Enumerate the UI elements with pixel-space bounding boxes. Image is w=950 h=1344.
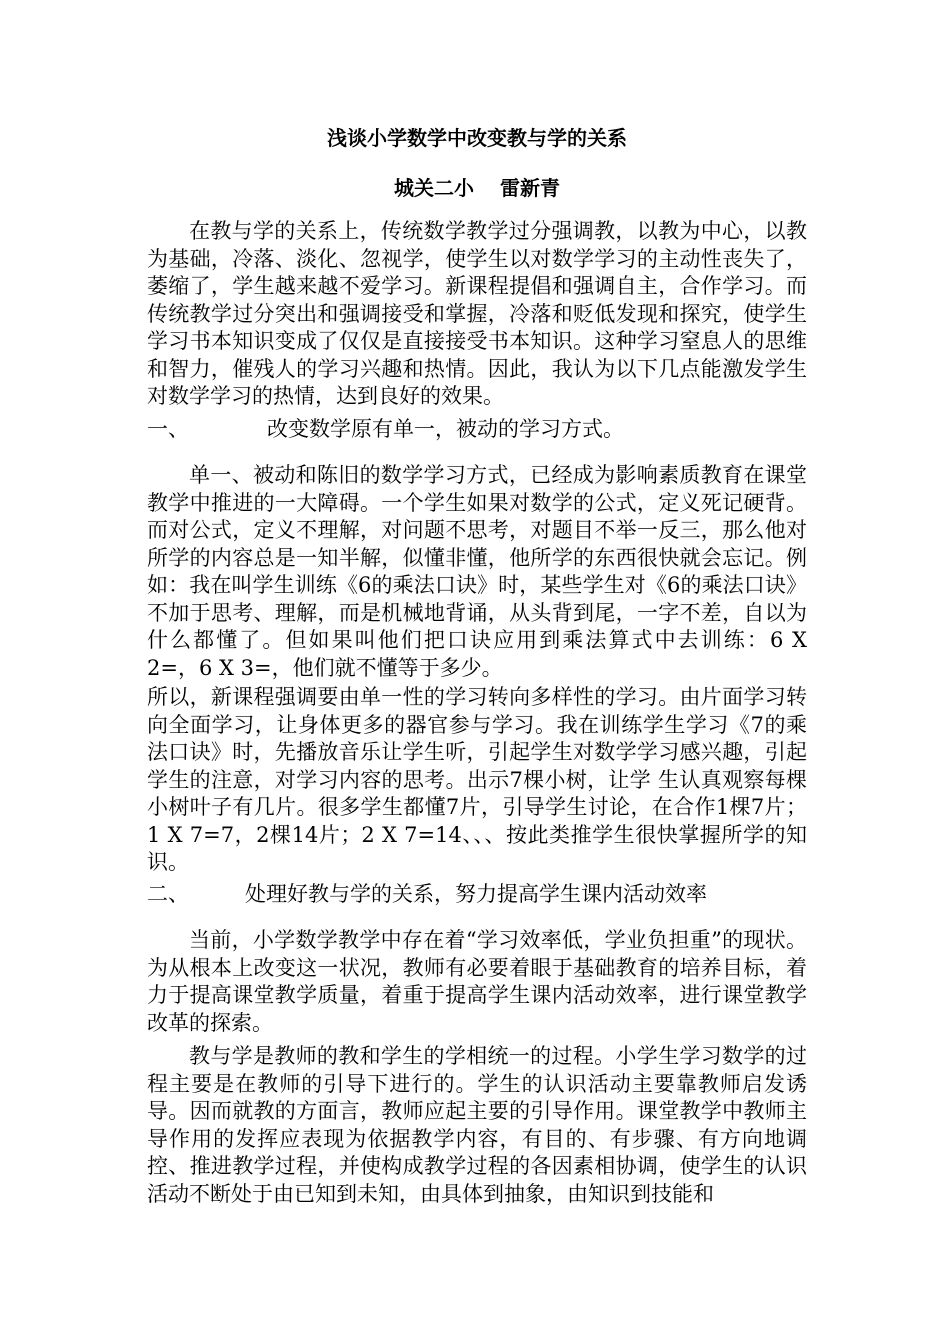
section-heading-text: 改变数学原有单一，被动的学习方式。 [267,417,624,441]
section2-paragraph-2: 教与学是教师的教和学生的学相统一的过程。小学生学习数学的过程主要是在教师的引导下进行的。学生的认识活动主要靠教师启发诱导。因而就教的方面言，教师应起主要的引导作用。课堂教学中教师主导作用的发挥应表现为依据教学内容，有目的、有步骤、有方向地调控、推进教学过程，并使构成教学过程的各因素相协调，使学生的认识活动不断处于由已知到未知，由具体到抽象，由知识到技能和 [147,1044,807,1206]
section-number: 一、 [147,417,189,441]
section1-paragraph-2: 所以，新课程强调要由单一性的学习转向多样性的学习。由片面学习转向全面学习，让身体更多的器官参与学习。我在训练学生学习《7的乘法口诀》时，先播放音乐让学生听，引起学生对数学学习感兴趣，引起学生的注意，对学习内容的思考。出示7棵小树，让学 生认真观察每棵小树叶子有几片。很多学生都懂7片，引导学生讨论，在合作1棵7片；1 X 7=7，2棵14片；2 X 7=14、、、按此类推学生很快掌握所学的知识。 [147,685,807,874]
section2-paragraph-1: 当前，小学数学教学中存在着“学习效率低，学业负担重”的现状。为从根本上改变这一状况，教师有必要着眼于基础教育的培养目标，着力于提高课堂教学质量，着重于提高学生课内活动效率，进行课堂教学改革的探索。 [147,928,807,1035]
section1-paragraph-1: 单一、被动和陈旧的数学学习方式，已经成为影响素质教育在课堂教学中推进的一大障碍。一个学生如果对数学的公式，定义死记硬背。而对公式，定义不理解，对问题不思考，对题目不举一反三，那么他对所学的内容总是一知半解，似懂非懂，他所学的东西很快就会忘记。例如：我在叫学生训练《6的乘法口诀》时，某些学生对《6的乘法口诀》不加于思考、理解，而是机械地背诵，从头背到尾，一字不差，自以为什么都懂了。但如果叫他们把口诀应用到乘法算式中去训练：6 X 2=，6 X 3=，他们就不懂等于多少。 [147,463,807,680]
section-heading-text: 处理好教与学的关系，努力提高学生课内活动效率 [245,882,707,906]
intro-paragraph: 在教与学的关系上，传统数学教学过分强调教，以教为中心，以教为基础，冷落、淡化、忽视学，使学生以对数学学习的主动性丧失了，萎缩了，学生越来越不爱学习。新课程提倡和强调自主，合作学习。而传统教学过分突出和强调接受和掌握，冷落和贬低发现和探究，使学生学习书本知识变成了仅仅是直接接受书本知识。这种学习窒息人的思维和智力，催残人的学习兴趣和热情。因此，我认为以下几点能激发学生对数学学习的热情，达到良好的效果。 [147,219,807,408]
document-title: 浅谈小学数学中改变教与学的关系 [327,126,627,150]
author-name: 雷新青 [500,176,560,200]
author-org: 城关二小 [394,176,474,200]
section-number: 二、 [147,882,189,906]
author-line [147,176,807,200]
section-heading-2 [147,881,807,909]
section-heading-1 [147,416,807,444]
